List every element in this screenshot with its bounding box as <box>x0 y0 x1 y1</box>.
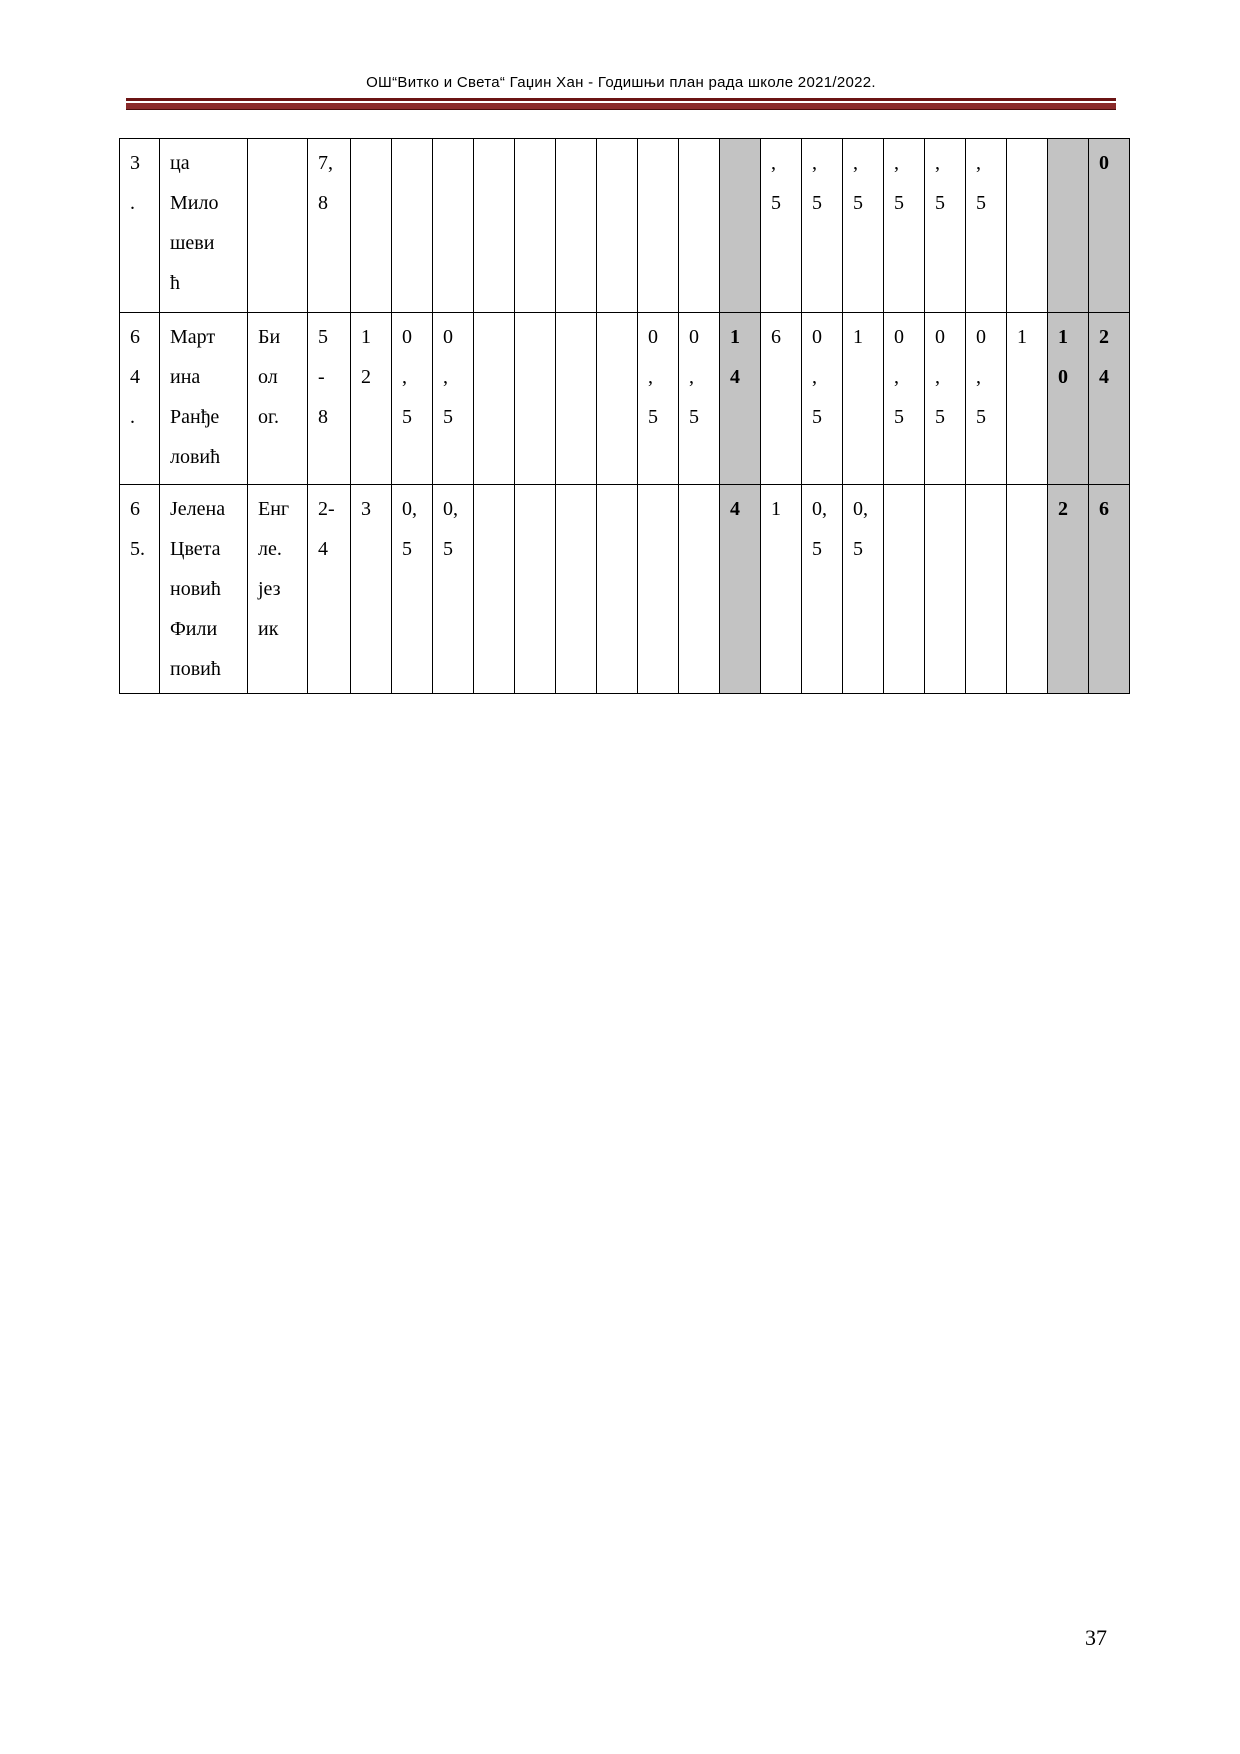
hours-cell <box>597 139 638 313</box>
table-row <box>120 485 1130 694</box>
row-number-cell: 3 . <box>120 139 160 313</box>
hours-cell <box>392 139 433 313</box>
teacher-hours-table <box>119 138 1130 694</box>
hours-cell: 0 , 5 <box>925 313 966 485</box>
hours-cell <box>474 313 515 485</box>
hours-cell <box>884 485 925 694</box>
hours-cell: 0 , 5 <box>884 313 925 485</box>
hours-cell: 0 , 5 <box>433 313 474 485</box>
hours-cell <box>474 485 515 694</box>
hours-cell: 3 <box>351 485 392 694</box>
hours-cell <box>351 139 392 313</box>
hours-cell <box>433 139 474 313</box>
hours-cell <box>515 485 556 694</box>
hours-cell: 0 , 5 <box>679 313 720 485</box>
hours-cell: 0 <box>1089 139 1130 313</box>
row-number-cell: 6 5. <box>120 485 160 694</box>
teacher-name-cell: Март ина Ранђе ловић <box>160 313 248 485</box>
hours-cell: 0, 5 <box>433 485 474 694</box>
hours-cell: 0 , 5 <box>966 313 1007 485</box>
hours-cell: 2- 4 <box>308 485 351 694</box>
hours-cell: , 5 <box>966 139 1007 313</box>
hours-cell: 0 , 5 <box>802 313 843 485</box>
hours-cell: 6 <box>1089 485 1130 694</box>
hours-cell: , 5 <box>802 139 843 313</box>
row-number-cell: 6 4 . <box>120 313 160 485</box>
subject-cell: Би ол ог. <box>248 313 308 485</box>
hours-cell <box>638 139 679 313</box>
hours-cell: 6 <box>761 313 802 485</box>
hours-cell: 7, 8 <box>308 139 351 313</box>
hours-cell: 0, 5 <box>843 485 884 694</box>
hours-cell <box>556 485 597 694</box>
header-rule-bottom <box>126 103 1116 110</box>
hours-cell: 1 0 <box>1048 313 1089 485</box>
hours-cell <box>597 313 638 485</box>
hours-cell <box>966 485 1007 694</box>
hours-cell: 4 <box>720 485 761 694</box>
hours-cell <box>515 139 556 313</box>
hours-cell: 5 - 8 <box>308 313 351 485</box>
teacher-name-cell: Јелена Цвета новић Фили повић <box>160 485 248 694</box>
header-rule-top <box>126 98 1116 101</box>
hours-cell: 0 , 5 <box>638 313 679 485</box>
hours-cell <box>597 485 638 694</box>
hours-cell: 2 <box>1048 485 1089 694</box>
hours-cell <box>556 313 597 485</box>
hours-cell: 1 <box>1007 313 1048 485</box>
hours-cell <box>515 313 556 485</box>
hours-cell <box>1048 139 1089 313</box>
subject-cell: Енг ле. јез ик <box>248 485 308 694</box>
hours-cell: , 5 <box>761 139 802 313</box>
hours-cell: 2 4 <box>1089 313 1130 485</box>
hours-cell <box>679 485 720 694</box>
table-row <box>120 139 1130 313</box>
page-number: 37 <box>1085 1625 1107 1650</box>
hours-cell: , 5 <box>843 139 884 313</box>
hours-cell: 1 <box>843 313 884 485</box>
table-row <box>120 313 1130 485</box>
hours-cell <box>1007 485 1048 694</box>
subject-cell <box>248 139 308 313</box>
page-header-title: ОШ“Витко и Света“ Гаџин Хан - Годишњи план рада школе 2021/2022. <box>366 74 876 91</box>
hours-cell <box>638 485 679 694</box>
hours-cell <box>720 139 761 313</box>
hours-cell: 1 <box>761 485 802 694</box>
hours-cell <box>925 485 966 694</box>
hours-cell <box>556 139 597 313</box>
hours-cell: 0, 5 <box>392 485 433 694</box>
hours-cell: 0 , 5 <box>392 313 433 485</box>
hours-cell: 1 4 <box>720 313 761 485</box>
teacher-name-cell: ца Мило шеви ћ <box>160 139 248 313</box>
hours-cell <box>1007 139 1048 313</box>
hours-cell: 1 2 <box>351 313 392 485</box>
hours-cell: 0, 5 <box>802 485 843 694</box>
hours-cell: , 5 <box>925 139 966 313</box>
hours-cell <box>474 139 515 313</box>
hours-cell: , 5 <box>884 139 925 313</box>
hours-cell <box>679 139 720 313</box>
